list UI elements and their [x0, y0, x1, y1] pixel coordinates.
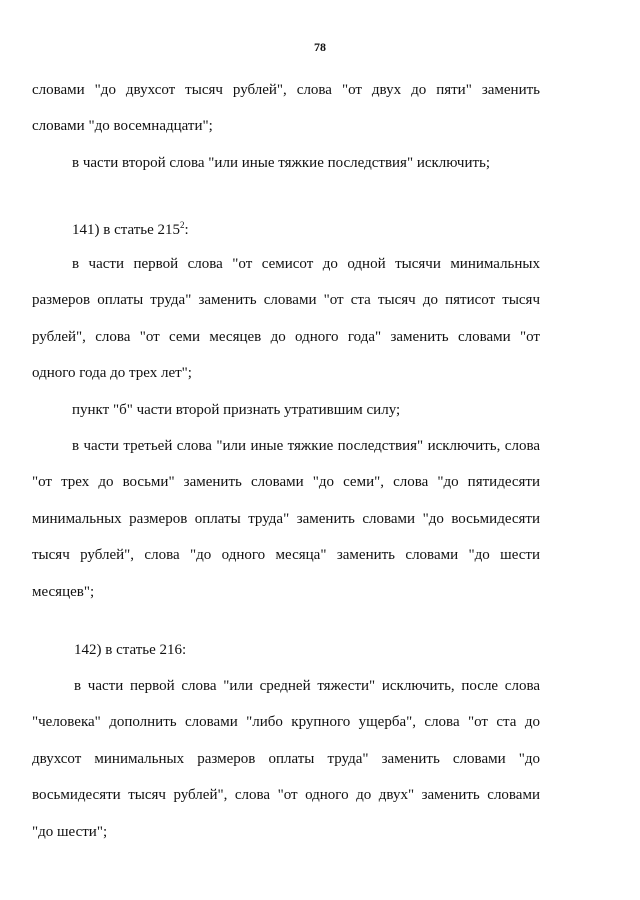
text-line: размеров оплаты труда" заменить словами "от ста тысяч до пятисот тысяч	[32, 292, 540, 309]
item-141-heading	[32, 212, 540, 248]
text-line: восьмидесяти тысяч рублей", слова "от одного до двух" заменить словами	[32, 787, 540, 804]
text-line: "до шести";	[32, 823, 108, 840]
text-line: в части первой слова "от семисот до одной тысячи минимальных	[72, 256, 540, 272]
item-142-heading: 142) в статье 216:	[74, 642, 187, 658]
text-line: минимальных размеров оплаты труда" заменить словами "до восьмидесяти	[32, 510, 540, 527]
item-141-prefix: 141) в статье 215	[72, 222, 181, 238]
text-line: месяцев";	[32, 583, 95, 600]
text-line: рублей", слова "от семи месяцев до одного года" заменить словами "от	[32, 328, 540, 345]
page-number: 78	[314, 40, 326, 54]
text-block-2	[32, 246, 540, 610]
text-line: словами "до восемнадцати";	[32, 118, 213, 135]
text-line: двухсот минимальных размеров оплаты труда" заменить словами "до	[32, 750, 540, 767]
text-line: одного года до трех лет";	[32, 365, 192, 382]
text-line: "от трех до восьми" заменить словами "до семи", слова "до пятидесяти	[32, 474, 540, 491]
text-line: в части третьей слова "или иные тяжкие последствия" исключить, слова	[72, 437, 540, 454]
text-block-1	[32, 72, 540, 181]
text-line: тысяч рублей", слова "до одного месяца" заменить словами "до шести	[32, 547, 540, 564]
text-block-3	[32, 668, 540, 850]
item-141-superscript: 2	[180, 220, 185, 230]
item-141-suffix: :	[184, 222, 189, 238]
text-line: в части второй слова "или иные тяжкие последствия" исключить;	[72, 154, 491, 171]
text-line: словами "до двухсот тысяч рублей", слова "от двух до пяти" заменить	[32, 82, 540, 98]
text-line: "человека" дополнить словами "либо крупного ущерба", слова "от ста до	[32, 714, 540, 731]
text-line: пункт "б" части второй признать утратившим силу;	[72, 401, 401, 418]
text-line: в части первой слова "или средней тяжести" исключить, после слова	[74, 678, 540, 694]
